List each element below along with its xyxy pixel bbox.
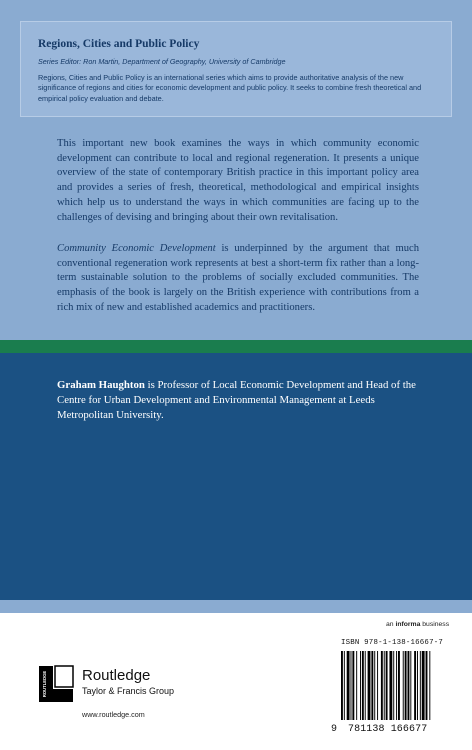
barcode-bar (414, 651, 416, 720)
publisher-name: Routledge (82, 667, 151, 684)
barcode-bar (398, 651, 400, 720)
barcode-bar (365, 651, 366, 720)
barcode-bar (362, 651, 364, 720)
barcode-bar (356, 651, 357, 720)
barcode-bar (384, 651, 385, 720)
barcode-bar (347, 651, 350, 720)
barcode-bar (410, 651, 411, 720)
barcode-bar (371, 651, 373, 720)
routledge-logo-icon (38, 665, 74, 703)
barcode-bar (396, 651, 397, 720)
series-description: Regions, Cities and Public Policy is an international series which aims to provide authoritative analysis of the new significance of regions and cities for economic development and public policy. It seeks to combine fresh theoretical and empirical policy evaluation and debate. (38, 73, 422, 103)
barcode-bar (360, 651, 361, 720)
barcode-bar (393, 651, 394, 720)
author-name: Graham Haughton (57, 379, 145, 391)
barcode-bar (352, 651, 354, 720)
book-title: Community Economic Development (57, 243, 216, 254)
barcode-bar (389, 651, 392, 720)
barcode-bar (368, 651, 371, 720)
barcode-bar (381, 651, 383, 720)
barcode-bar (377, 651, 378, 720)
logo-mark: ROUTLEDGE (42, 670, 47, 698)
green-divider (0, 340, 472, 353)
barcode-bar (403, 651, 404, 720)
barcode-bar (422, 651, 425, 720)
barcode-bar (351, 651, 352, 720)
barcode-first-digit: 9 (331, 724, 338, 735)
barcode-bar (374, 651, 375, 720)
informa-tagline: an informa business (386, 621, 450, 628)
blurb-paragraph-2 (57, 242, 419, 316)
barcode-bar (408, 651, 410, 720)
publisher-url: www.routledge.com (82, 710, 145, 719)
barcode-digits: 781138 166677 (348, 724, 428, 735)
isbn-label: ISBN 978-1-138-16667-7 (341, 639, 443, 647)
author-bio (57, 378, 432, 423)
blurb-paragraph-2-text: is underpinned by the argument that much conventional regeneration work represents at best a short-term fix rather than a long-term sustainable solution to the problems of socially excluded communities. The emphasis of the book is largely on the British experience with contributions from a rich mix of new and established academics and practitioners. (57, 243, 419, 313)
barcode-bar (417, 651, 418, 720)
barcode-bar (429, 651, 430, 720)
barcode-bar (386, 651, 388, 720)
barcode-bar (426, 651, 428, 720)
barcode-bar (344, 651, 345, 720)
series-editor: Series Editor: Ron Martin, Department of Geography, University of Cambridge (38, 57, 286, 66)
series-title: Regions, Cities and Public Policy (38, 38, 200, 50)
barcode-bar (341, 651, 343, 720)
author-bio-text: is Professor of Local Economic Development and Head of the Centre for Urban Development and Environmental Management at Leeds Metropolitan University. (57, 379, 416, 421)
blurb-paragraph-1: This important new book examines the ways in which community economic development can contribute to local and regional regeneration. It presents a unique overview of the state of contemporary British practice in this important policy area and provides a series of fresh, theoretical, methodological and empirical insights which help us to understand the ways in which communities are facing up to the challenges of devising and bringing about their own revitalisation. (57, 138, 419, 223)
barcode-bar (420, 651, 421, 720)
light-divider (0, 600, 472, 613)
informa-brand: informa (395, 621, 421, 628)
barcode-icon (341, 651, 449, 720)
barcode-bar (405, 651, 407, 720)
publisher-group: Taylor & Francis Group (82, 686, 175, 696)
